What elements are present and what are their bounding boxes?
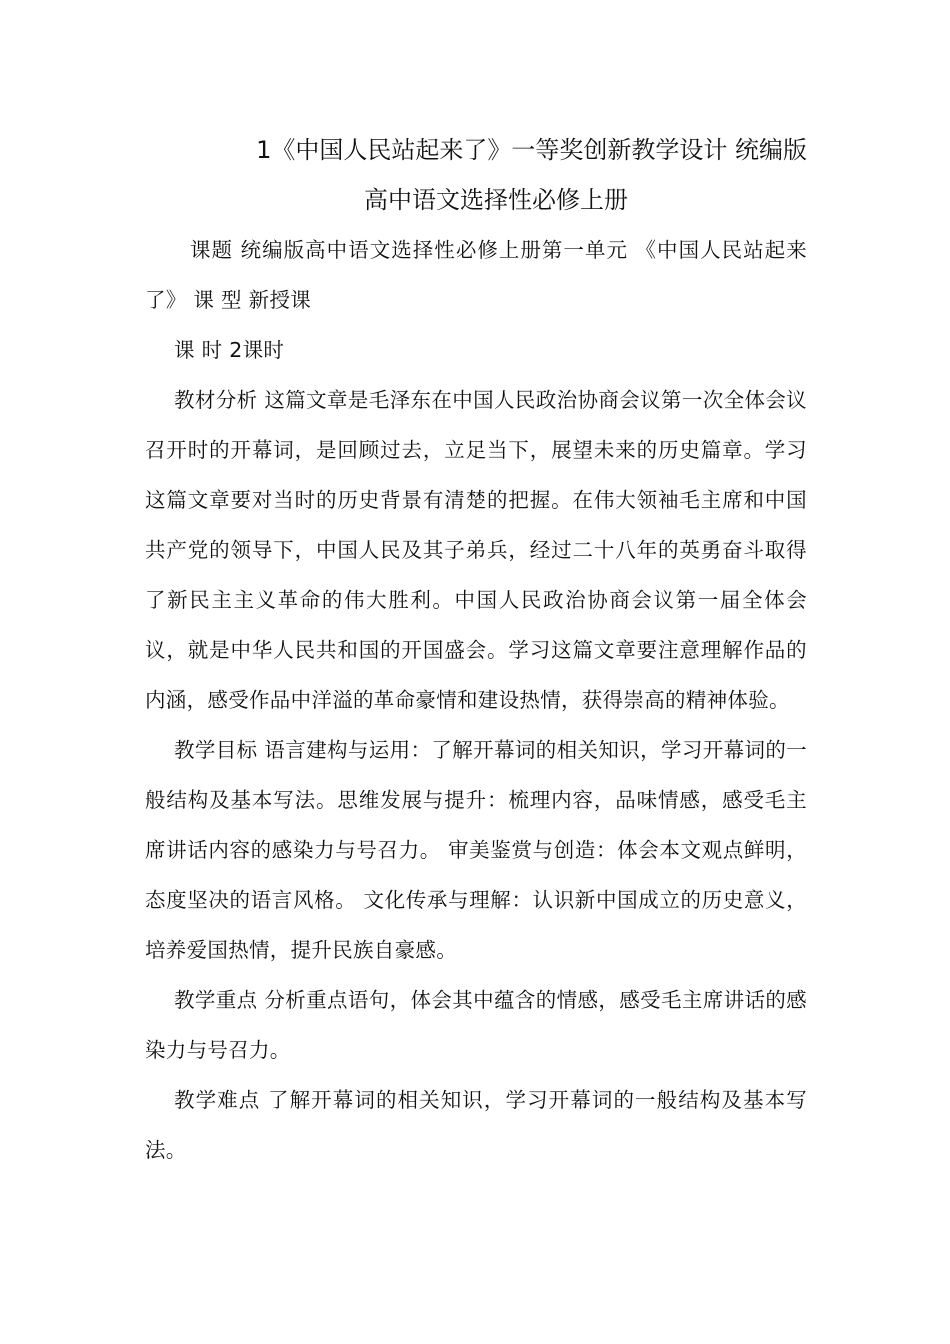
paragraph-material-analysis: 教材分析 这篇文章是毛泽东在中国人民政治协商会议第一次全体会议召开时的开幕词，是回顾过去，立足当下，展望未来的历史篇章。学习这篇文章要对当时的历史背景有清楚的把握。在伟大领袖毛主席和中国共产党的领导下，中国人民及其子弟兵，经过二十八年的英勇奋斗取得了新民主主义革命的伟大胜利。中国人民政治协商会议第一届全体会议，就是中华人民共和国的开国盛会。学习这篇文章要注意理解作品的内涵，感受作品中洋溢的革命豪情和建设热情，获得崇高的精神体验。 xyxy=(145,388,807,712)
paragraph-teaching-focus: 教学重点 分析重点语句，体会其中蕴含的情感，感受毛主席讲话的感染力与号召力。 xyxy=(145,988,807,1062)
paragraph-teaching-difficulty: 教学难点 了解开幕词的相关知识，学习开幕词的一般结构及基本写法。 xyxy=(145,1088,807,1162)
document-title-line-2: 高中语文选择性必修上册 xyxy=(364,186,628,214)
paragraph-teaching-objectives: 教学目标 语言建构与运用：了解开幕词的相关知识，学习开幕词的一般结构及基本写法。思维发展与提升：梳理内容，品味情感，感受毛主席讲话内容的感染力与号召力。 审美鉴赏与创造：体会本文观点鲜明，态度坚决的语言风格。 文化传承与理解：认识新中国成立的历史意义，培养爱国热情，提升民族自豪感。 xyxy=(145,738,807,962)
document-body xyxy=(145,125,807,1175)
document-title-line-1: 1《中国人民站起来了》一等奖创新教学设计 统编版 xyxy=(256,136,807,164)
paragraph-course-topic: 课题 统编版高中语文选择性必修上册第一单元 《中国人民站起来了》 课 型 新授课 xyxy=(145,238,807,312)
paragraph-class-hours: 课 时 2课时 xyxy=(174,338,285,362)
